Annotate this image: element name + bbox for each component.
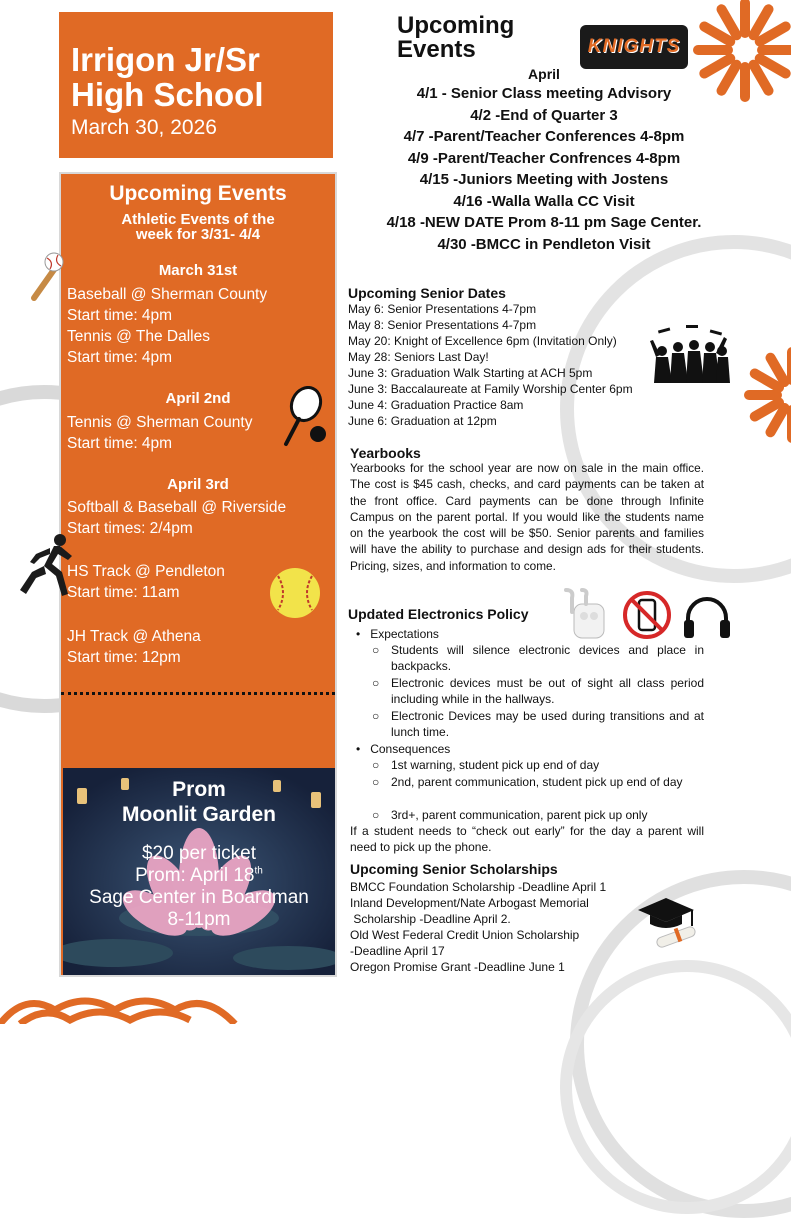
consequence-item xyxy=(372,807,704,823)
prom-date xyxy=(63,865,335,887)
bullet-circle: ○ xyxy=(372,775,380,789)
event-line: Softball & Baseball @ Riverside xyxy=(67,499,287,516)
day-heading: March 31st xyxy=(158,262,238,279)
sunburst-decoration xyxy=(730,345,791,445)
prom-flyer xyxy=(63,768,335,975)
event-line: Start time: 12pm xyxy=(67,649,181,666)
bullet-dot: • xyxy=(356,742,371,756)
consequences-label-text: Consequences xyxy=(370,742,451,756)
event-item: 4/16 -Walla Walla CC Visit xyxy=(453,192,635,210)
senior-date-item: June 3: Graduation Walk Starting at ACH 5pm xyxy=(348,366,593,380)
event-line: Start time: 11am xyxy=(67,584,180,601)
yearbooks-body: Yearbooks for the school year are now on sale in the main office. The cost is $45 cash, checks, and card payments can be taken at the front office. Card payments can be done through Infinite Campus on the parent portal. If you would like the students name on the yearbook the cost will be $50. Senior parents and families will have the ability to purchase and design ads for their students. Pricing, sizes, and information to come. xyxy=(350,461,704,573)
baseball-bat-icon xyxy=(28,250,68,302)
expectation-item xyxy=(372,642,704,674)
prom-price: $20 per ticket xyxy=(141,843,257,864)
bullet-circle: ○ xyxy=(372,643,380,657)
wave-decoration xyxy=(0,990,260,1024)
scholarship-line: -Deadline April 17 xyxy=(350,944,445,958)
event-item: 4/7 -Parent/Teacher Conferences 4-8pm xyxy=(403,128,685,145)
event-line: Tennis @ Sherman County xyxy=(67,414,253,431)
event-item: 4/30 -BMCC in Pendleton Visit xyxy=(437,235,651,253)
day-heading: April 2nd xyxy=(165,390,231,407)
expectation-text: Electronic devices must be out of sight all class period including while in the hallways. xyxy=(391,676,704,706)
bullet-circle: ○ xyxy=(372,808,380,822)
scholarship-line: BMCC Foundation Scholarship -Deadline April 1 xyxy=(350,880,607,894)
consequence-item xyxy=(372,774,704,790)
events-list xyxy=(348,66,740,255)
event-line: HS Track @ Pendleton xyxy=(67,563,225,580)
event-item: 4/18 -NEW DATE Prom 8-11 pm Sage Center. xyxy=(386,214,702,231)
expectation-item xyxy=(372,708,704,740)
senior-date-item: May 8: Senior Presentations 4-7pm xyxy=(348,318,537,332)
bullet-dot: • xyxy=(356,627,371,641)
graduation-cap-icon xyxy=(636,896,700,950)
knights-logo xyxy=(580,25,688,69)
athletic-subheading: Athletic Events of the week for 3/31- 4/4 xyxy=(121,211,275,243)
senior-date-item: June 3: Baccalaureate at Family Worship Center 6pm xyxy=(348,382,633,396)
runner-icon xyxy=(16,532,76,606)
left-heading: Upcoming Events xyxy=(109,182,287,205)
event-item: 4/2 -End of Quarter 3 xyxy=(470,106,618,124)
prom-title: Prom xyxy=(172,778,226,801)
event-line: Start time: 4pm xyxy=(67,307,173,324)
bullet-circle: ○ xyxy=(372,709,380,723)
senior-dates-list xyxy=(348,301,633,429)
earbuds-icon xyxy=(560,588,608,640)
prom-date-suffix: th xyxy=(254,865,263,877)
softball-icon xyxy=(268,566,322,620)
expectation-text: Electronic Devices may be used during transitions and at lunch time. xyxy=(391,709,704,739)
consequence-text: 1st warning, student pick up end of day xyxy=(391,758,600,772)
senior-date-item: May 28: Seniors Last Day! xyxy=(348,350,489,364)
prom-date-text: Prom: April 18 xyxy=(135,865,255,886)
senior-date-item: June 6: Graduation at 12pm xyxy=(348,414,497,428)
graduates-icon xyxy=(650,325,730,383)
event-line: Start time: 4pm xyxy=(67,435,173,452)
checkout-note: If a student needs to “check out early” for the day a parent will need to pick up the phone. xyxy=(350,824,704,854)
scholarship-line: Scholarship -Deadline April 2. xyxy=(350,912,511,926)
prom-venue: Sage Center in Boardman xyxy=(89,887,309,908)
school-name: Irrigon Jr/Sr High School xyxy=(71,41,264,113)
scholarship-line: Old West Federal Credit Union Scholarship xyxy=(350,928,580,942)
senior-date-item: May 6: Senior Presentations 4-7pm xyxy=(348,302,537,316)
event-line: Tennis @ The Dalles xyxy=(67,328,210,345)
consequence-item xyxy=(372,757,704,773)
expectation-item xyxy=(372,675,704,707)
no-phone-icon xyxy=(622,590,672,640)
expectations-label-text: Expectations xyxy=(370,627,439,641)
expectation-text: Students will silence electronic devices and place in backpacks. xyxy=(391,643,704,673)
event-line: Start times: 2/4pm xyxy=(67,520,193,537)
scholarship-line: Inland Development/Nate Arbogast Memorial xyxy=(350,896,589,910)
event-item: 4/15 -Juniors Meeting with Jostens xyxy=(419,171,669,188)
knights-logo-text: KNIGHTS xyxy=(587,36,681,57)
bullet-circle: ○ xyxy=(372,758,380,772)
expectations-label xyxy=(356,626,439,642)
scholarship-line: Oregon Promise Grant -Deadline June 1 xyxy=(350,960,565,974)
prom-time: 8-11pm xyxy=(167,909,231,930)
headphones-icon xyxy=(682,594,732,640)
consequences-label xyxy=(356,741,450,757)
header-box xyxy=(59,12,333,158)
scholarships-list xyxy=(350,879,606,975)
event-item: 4/1 - Senior Class meeting Advisory xyxy=(416,85,672,102)
upcoming-events-heading: Upcoming Events xyxy=(397,12,515,63)
consequence-text: 3rd+, parent communication, parent pick up only xyxy=(391,808,648,822)
senior-date-item: May 20: Knight of Excellence 6pm (Invitation Only) xyxy=(348,334,617,348)
electronics-heading: Updated Electronics Policy xyxy=(348,606,529,622)
prom-theme: Moonlit Garden xyxy=(122,803,276,826)
month-label: April xyxy=(528,66,560,82)
decorative-arc xyxy=(560,960,791,1214)
senior-date-item: June 4: Graduation Practice 8am xyxy=(348,398,524,412)
bullet-circle: ○ xyxy=(372,676,380,690)
event-item: 4/9 -Parent/Teacher Confrences 4-8pm xyxy=(407,149,681,167)
day-heading: April 3rd xyxy=(167,476,229,493)
event-line: Start time: 4pm xyxy=(67,349,173,366)
consequence-text: 2nd, parent communication, student pick up end of day xyxy=(391,775,683,789)
newsletter-date: March 30, 2026 xyxy=(71,116,217,139)
senior-dates-heading: Upcoming Senior Dates xyxy=(348,285,506,301)
yearbooks-heading: Yearbooks xyxy=(350,445,421,461)
event-line: JH Track @ Athena xyxy=(67,628,201,645)
dotted-divider xyxy=(61,692,335,695)
event-line: Baseball @ Sherman County xyxy=(67,286,268,303)
scholarships-heading: Upcoming Senior Scholarships xyxy=(350,861,558,877)
tennis-racket-icon xyxy=(282,386,330,448)
